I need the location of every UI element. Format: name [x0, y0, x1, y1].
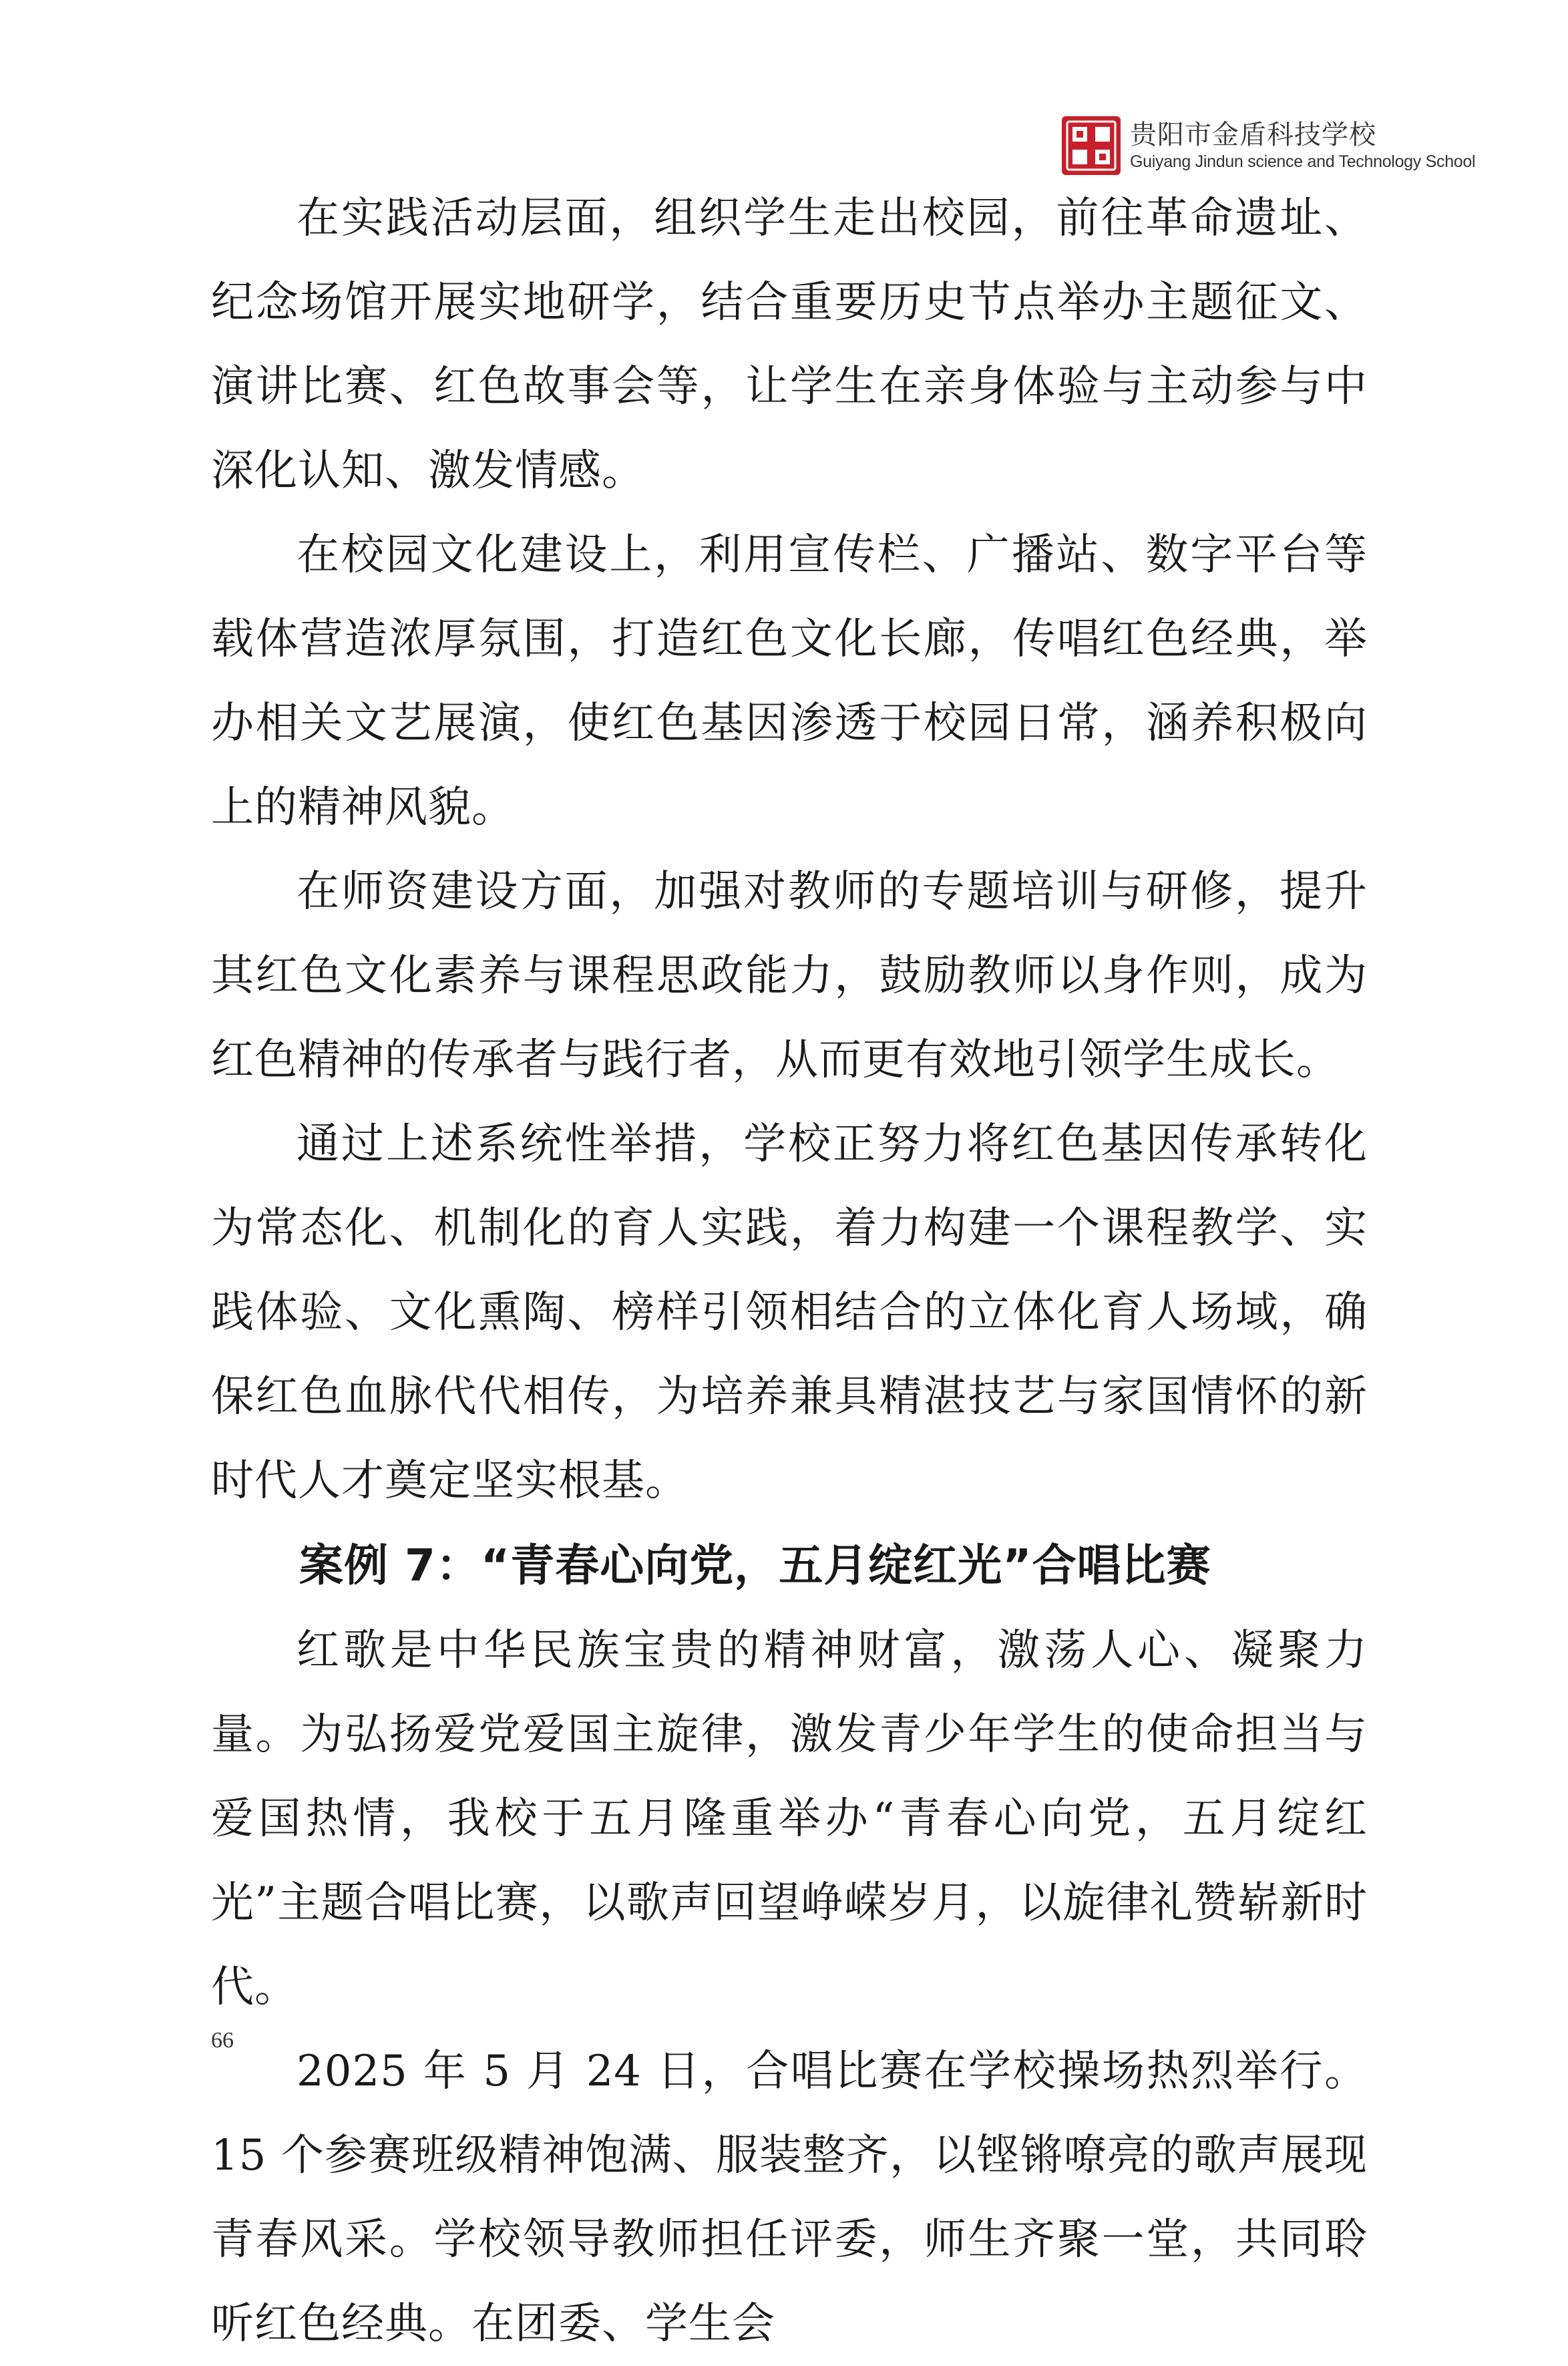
case-paragraph: 红歌是中华民族宝贵的精神财富，激荡人心、凝聚力量。为弘扬爱党爱国主旋律，激发青少年学生的使命担当与爱国热情，我校于五月隆重举办“青春心向党，五月绽红光”主题合唱比赛，以歌声回望峥嵘岁月，以旋律礼赞崭新时代。 — [211, 1626, 1368, 2012]
page-header — [1060, 110, 1476, 183]
case-paragraph: 2025 年 5 月 24 日，合唱比赛在学校操场热烈举行。15 个参赛班级精神饱满、服装整齐，以铿锵嘹亮的歌声展现青春风采。学校领导教师担任评委，师生齐聚一堂，共同聆听红色经典。在团委、学生会 — [211, 2047, 1368, 2349]
case-heading: 案例 7：“青春心向党，五月绽红光”合唱比赛 — [299, 1540, 1211, 1591]
paragraph: 在校园文化建设上，利用宣传栏、广播站、数字平台等载体营造浓厚氛围，打造红色文化长廊，传唱红色经典，举办相关文艺展演，使红色基因渗透于校园日常，涵养积极向上的精神风貌。 — [211, 530, 1368, 832]
paragraph: 在师资建设方面，加强对教师的专题培训与研修，提升其红色文化素养与课程思政能力，鼓励教师以身作则，成为红色精神的传承者与践行者，从而更有效地引领学生成长。 — [211, 867, 1368, 1085]
paragraph: 在实践活动层面，组织学生走出校园，前往革命遗址、纪念场馆开展实地研学，结合重要历史节点举办主题征文、演讲比赛、红色故事会等，让学生在亲身体验与主动参与中深化认知、激发情感。 — [211, 194, 1368, 496]
page-number: 66 — [211, 2028, 234, 2053]
school-seal-icon — [1060, 115, 1122, 176]
school-name-en: Guiyang Jindun science and Technology School — [1130, 152, 1476, 171]
school-name-cn: 贵阳市金盾科技学校 — [1130, 120, 1376, 150]
page-body — [211, 176, 1368, 2366]
paragraph: 通过上述系统性举措，学校正努力将红色基因传承转化为常态化、机制化的育人实践，着力构建一个课程教学、实践体验、文化熏陶、榜样引领相结合的立体化育人场域，确保红色血脉代代相传，为培养兼具精湛技艺与家国情怀的新时代人才奠定坚实根基。 — [211, 1120, 1368, 1506]
